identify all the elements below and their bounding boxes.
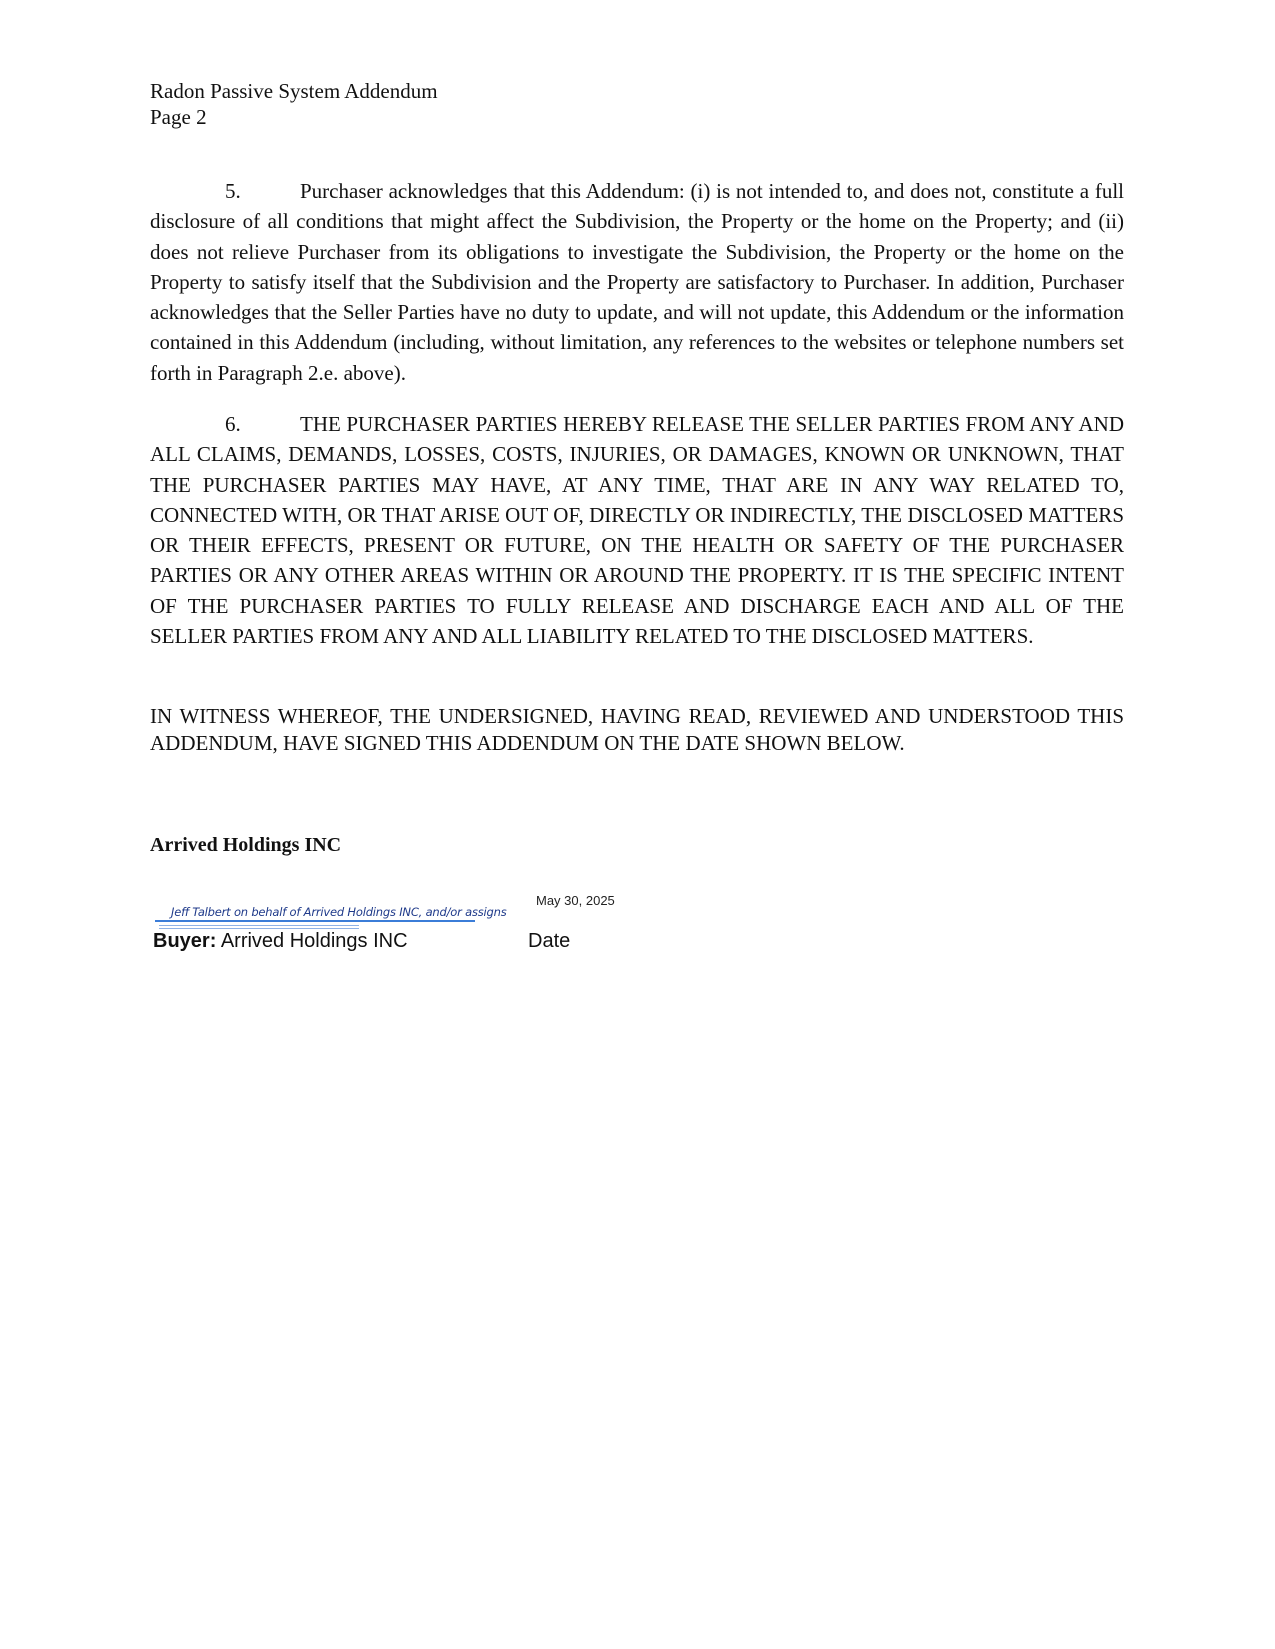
paragraph-5: [150, 176, 1124, 388]
signatory-company: Arrived Holdings INC: [150, 834, 342, 856]
buyer-name: Arrived Holdings INC: [220, 930, 408, 952]
buyer-line: [153, 930, 408, 953]
page-header: [150, 78, 438, 130]
date-label: Date: [528, 930, 571, 952]
paragraph-number: 6.: [225, 412, 241, 436]
signed-date: May 30, 2025: [536, 893, 615, 908]
paragraph-text: THE PURCHASER PARTIES HEREBY RELEASE THE SELLER PARTIES FROM ANY AND ALL CLAIMS, DEMANDS, LOSSES, COSTS, INJURIES, OR DAMAGES, KNOWN OR UNKNOWN, THAT THE PURCHASER PARTIES MAY HAVE, AT ANY TIME, THAT ARE IN ANY WAY RELATED TO, CONNECTED WITH, OR THAT ARISE OUT OF, DIRECTLY OR INDIRECTLY, THE DISCLOSED MATTERS OR THEIR EFFECTS, PRESENT OR FUTURE, ON THE HEALTH OR SAFETY OF THE PURCHASER PARTIES OR ANY OTHER AREAS WITHIN OR AROUND THE PROPERTY. IT IS THE SPECIFIC INTENT OF THE PURCHASER PARTIES TO FULLY RELEASE AND DISCHARGE EACH AND ALL OF THE SELLER PARTIES FROM ANY AND ALL LIABILITY RELATED TO THE DISCLOSED MATTERS.: [150, 412, 1124, 649]
paragraph-text: Purchaser acknowledges that this Addendum: (i) is not intended to, and does not, constitute a full disclosure of all conditions that might affect the Subdivision, the Property or the home on the Property; and (ii) does not relieve Purchaser from its obligations to investigate the Subdivision, the Property or the home on the Property to satisfy itself that the Subdivision and the Property are satisfactory to Purchaser. In addition, Purchaser acknowledges that the Seller Parties have no duty to update, and will not update, this Addendum or the information contained in this Addendum (including, without limitation, any references to the websites or telephone numbers set forth in Paragraph 2.e. above).: [150, 179, 1124, 385]
paragraph-number: 5.: [225, 179, 241, 203]
witness-clause: IN WITNESS WHEREOF, THE UNDERSIGNED, HAVING READ, REVIEWED AND UNDERSTOOD THIS ADDENDUM, HAVE SIGNED THIS ADDENDUM ON THE DATE SHOWN BELOW.: [150, 704, 1124, 755]
signature-field[interactable]: [155, 905, 507, 931]
signature-audit-trail: [159, 923, 359, 929]
signature-line: [155, 920, 475, 922]
page-number: Page 2: [150, 105, 207, 129]
paragraph-6: [150, 409, 1124, 651]
document-title: Radon Passive System Addendum: [150, 79, 438, 103]
signature-text: Jeff Talbert on behalf of Arrived Holdings INC, and/or assigns: [171, 905, 507, 919]
buyer-label: Buyer:: [153, 930, 217, 952]
